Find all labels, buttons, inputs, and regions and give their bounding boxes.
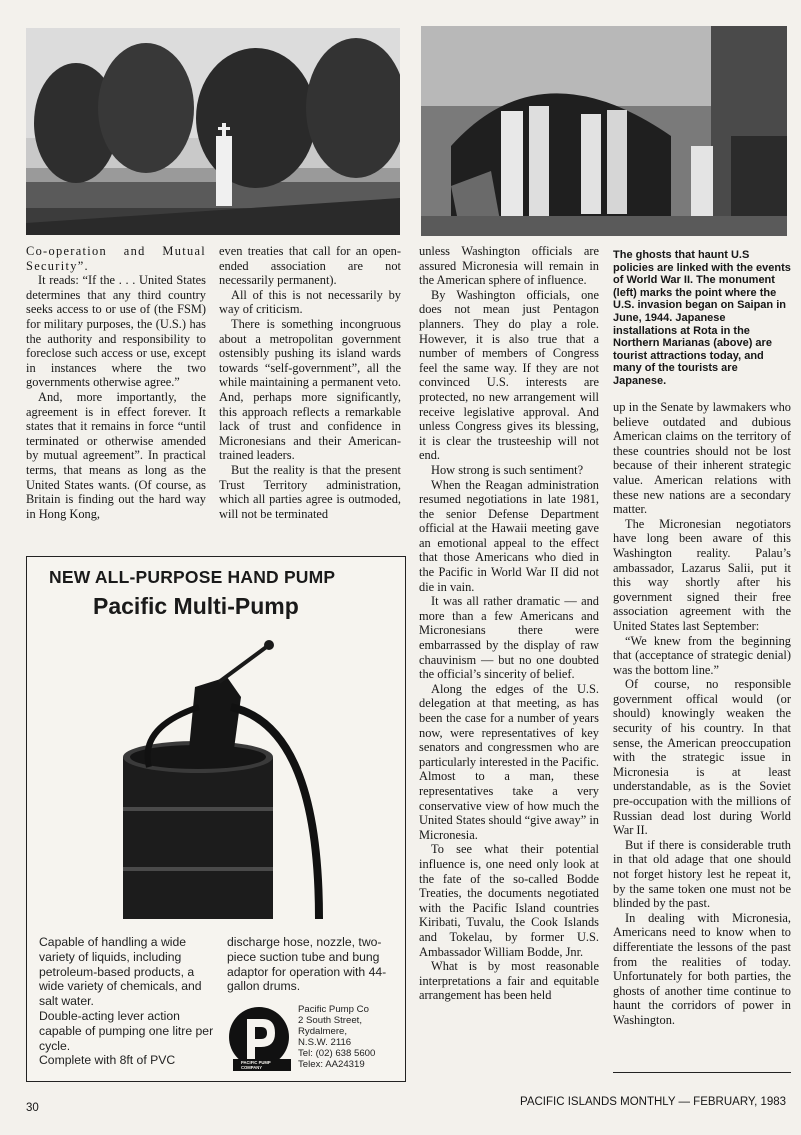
column-rule (613, 1072, 791, 1073)
ad-paragraph: Complete with 8ft of PVC (39, 1053, 176, 1068)
paragraph: But if there is considerable truth in that old adage that one should not forget history lest he repeat it, by the same token one must not be blinded by the past. (613, 837, 791, 911)
paragraph: Of course, no responsible government offical would (or should) knowingly weaken the security of his country. In that sense, the American preoccupation with the strategic issue in Micronesia is at least understandable, as is the Soviet pre-occupation with the millions of Russian dead lost during World War II. (613, 677, 791, 838)
ad-paragraph: Double-acting lever action capable of pumping one litre per cycle. (39, 1008, 214, 1053)
pump-drum-illustration (119, 637, 329, 922)
address-line: Tel: (02) 638 5600 (298, 1048, 376, 1059)
paragraph: To see what their potential influence is, one need only look at the fate of the so-called Bodde Treaties, the documents negotiated with the Pacific Island countries Kiribati, Tuvalu, the Cook Islands and Tokelau, by former U.S. Ambassador William Bodde, Jnr. (419, 842, 599, 959)
paragraph: When the Reagan administration resumed negotiations in late 1981, the senior Defense Department official at the Hawaii meeting gave an emotional appeal to the effect that those Americans who died in the Pacific in World War II did not die in vain. (419, 477, 599, 594)
page-number: 30 (26, 1102, 39, 1114)
paragraph: up in the Senate by lawmakers who believe outdated and dubious American claims on the territory of these countries should not be lost because of their inherent strategic value. American relations with these new nations are a secondary matter. (613, 400, 791, 517)
advertisement-pump (26, 556, 406, 1082)
article-column-4 (613, 400, 791, 1028)
photo-rota-installation (421, 26, 787, 236)
paragraph: It reads: “If the . . . United States determines that any third country seeks access to or use of (the FSM) for military purposes, the (U.S.) has the authority and responsibility to foreclose such access or use, except in instances where the two governments otherwise agree.” (26, 273, 206, 390)
paragraph: unless Washington officials are assured Micronesia will remain in the American sphere of influence. (419, 244, 599, 288)
installation-photo-art (421, 26, 787, 236)
ad-body-left (39, 935, 219, 1068)
paragraph: Co-operation and Mutual Security”. (26, 244, 206, 273)
ad-address (298, 1004, 402, 1070)
paragraph: “We knew from the beginning that (acceptance of strategic denial) was the bottom line.” (613, 633, 791, 677)
logo-caption: PACIFIC PUMP COMPANY (241, 1060, 271, 1070)
ad-kicker: NEW ALL-PURPOSE HAND PUMP (49, 567, 336, 587)
ad-title: Pacific Multi-Pump (93, 593, 299, 619)
article-column-2 (219, 244, 401, 521)
paragraph: There is something incongruous about a metropolitan government ostensibly pushing its island wards towards “self-government”, all the while maintaining a permanent veto. And, perhaps more significantly, this approach reflects a remarkable lack of trust and confidence in Micronesians and their American-trained leaders. (219, 316, 401, 463)
paragraph: But the reality is that the present Trust Territory administration, which all parties agree is outmoded, will not be terminated (219, 462, 401, 521)
paragraph: By Washington officials, one does not mean just Pentagon planners. They do play a role. However, it is also true that a number of members of Congress feel the same way. If they are not convinced U.S. interests are protected, no new arrangement will receive legislative approval. And unless Congress gives its blessing, it is clear the trusteeship will not end. (419, 287, 599, 463)
pacific-pump-logo (227, 1007, 291, 1071)
article-column-3 (419, 244, 599, 1003)
address-line: N.S.W. 2116 (298, 1037, 352, 1048)
paragraph: And, more importantly, the agreement is in effect forever. It states that it remains in force “until terminated or otherwise amended by mutual agreement”. In practical terms, that means as long as the United States wants. (Of course, as Britain is finding out the hard way in Hong Kong, (26, 389, 206, 521)
paragraph: even treaties that call for an open-ended association are not necessarily permanent). (219, 244, 401, 288)
photo-caption: The ghosts that haunt U.S policies are linked with the events of World War II. The monument (left) marks the point where the U.S. invasion began on Saipan in June, 1944. Japanese installations at Rota in the Northern Marianas (above) are tourist attractions today, and many of the tourists are Japanese. (613, 249, 791, 387)
paragraph: The Micronesian negotiators have long been aware of this Washington reality. Palau’s ambassador, Lazarus Salii, put it this way shortly after his government signed their free association agreement with the United States last September: (613, 516, 791, 633)
paragraph: In dealing with Micronesia, Americans need to know when to differentiate the lessons of the past from the realities of today. Unfortunately for both parties, the ghosts of another time continue to haunt the corridors of power in Washington. (613, 910, 791, 1027)
ad-paragraph: Capable of handling a wide variety of liquids, including petroleum-based products, a wide variety of chemicals, and salt water. (39, 935, 202, 1009)
paragraph: How strong is such sentiment? (431, 462, 584, 477)
paragraph: All of this is not necessarily by way of criticism. (219, 287, 401, 317)
monument-photo-art (26, 28, 400, 235)
photo-monument (26, 28, 400, 235)
paragraph: It was all rather dramatic — and more than a few Americans and Micronesians there were embarrassed by the display of raw chauvinism — but no one doubted the official’s sincerity of belief. (419, 594, 599, 682)
paragraph: Along the edges of the U.S. delegation at that meeting, as has been the case for a number of years now, were representatives of key senators and congressmen who are particularly interested in the Pacific. Almost to a man, these representatives take a very conservative view of how much the United States should “give away” in Micronesia. (419, 681, 599, 842)
address-line: 2 South Street, (298, 1015, 362, 1026)
paragraph: What is by most reasonable interpretations a fair and equitable arrangement has been held (419, 959, 599, 1003)
address-line: Pacific Pump Co (298, 1004, 369, 1015)
article-column-1 (26, 244, 206, 521)
address-line: Telex: AA24319 (298, 1059, 365, 1070)
ad-body-right: discharge hose, nozzle, two-piece suction tube and bung adaptor for operation with 44-gallon drums. (227, 935, 387, 994)
masthead-footer: PACIFIC ISLANDS MONTHLY — FEBRUARY, 1983 (520, 1096, 787, 1108)
address-line: Rydalmere, (298, 1026, 348, 1037)
